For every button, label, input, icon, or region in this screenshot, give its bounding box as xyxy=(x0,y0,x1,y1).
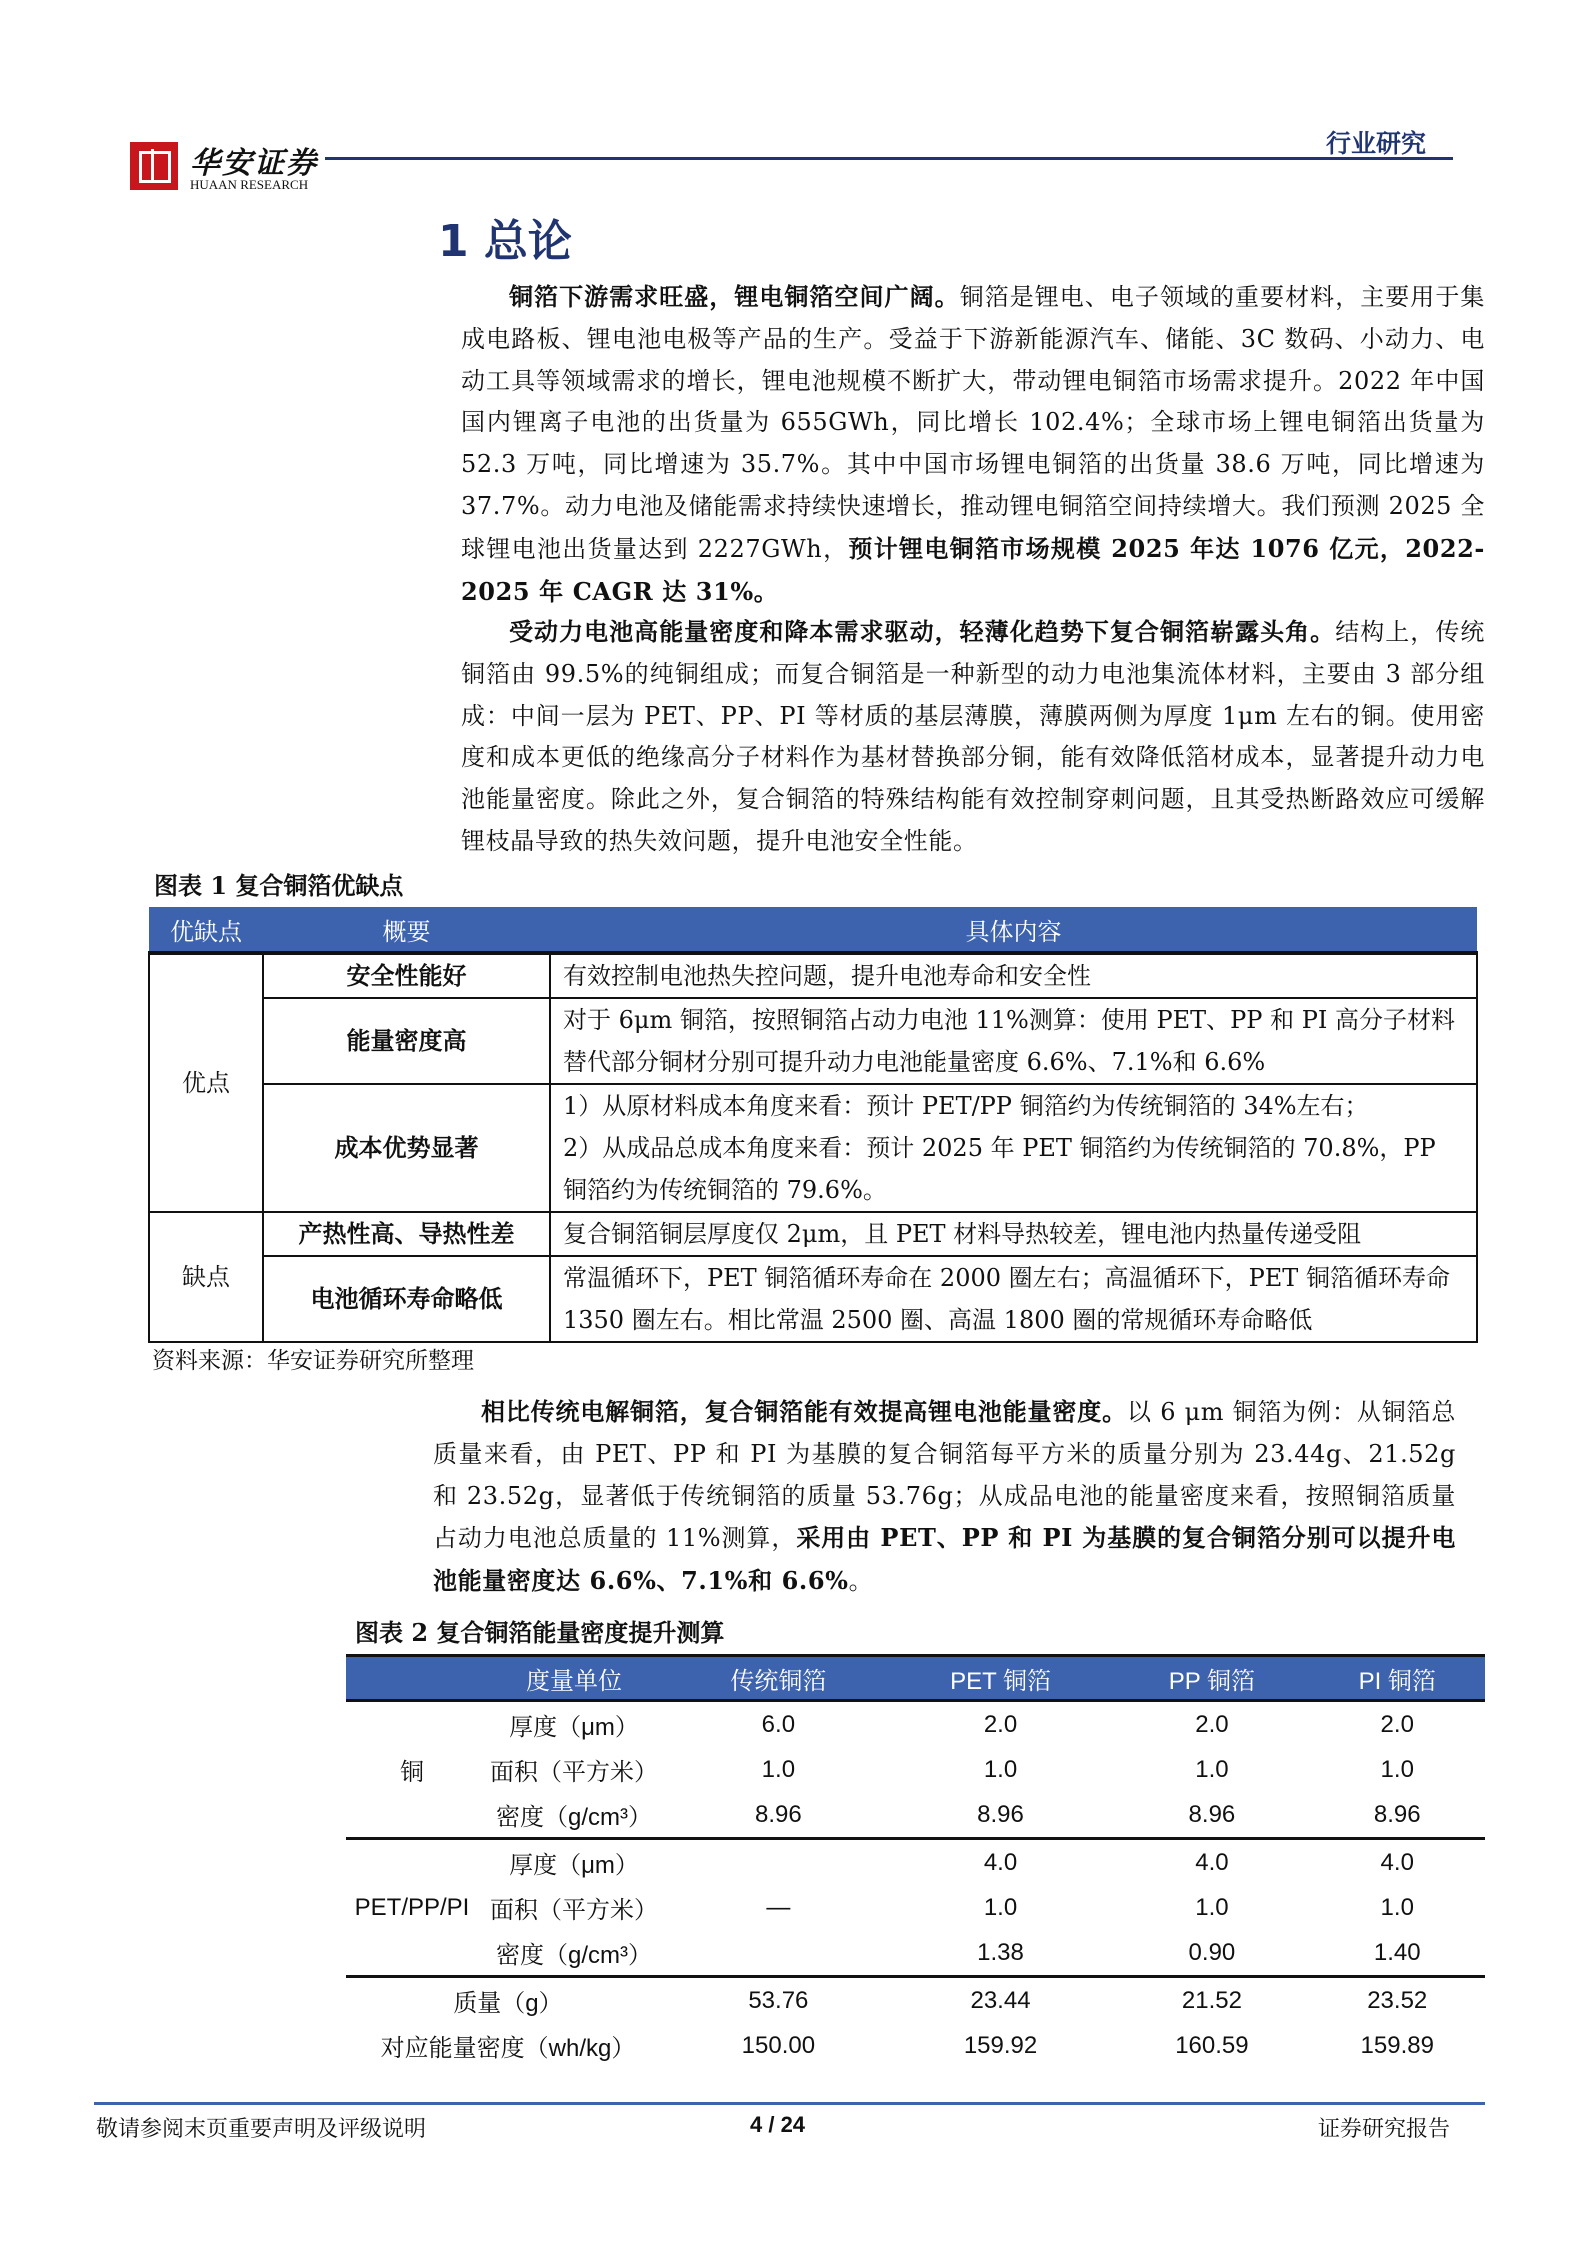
unit-cell: 密度（g/cm³） xyxy=(478,1792,670,1839)
value-cell: 8.96 xyxy=(670,1792,887,1839)
table-row xyxy=(346,1977,1485,2024)
summary-cell: 电池循环寿命略低 xyxy=(263,1256,550,1342)
table-header xyxy=(149,907,1477,953)
table-row xyxy=(346,1747,1485,1792)
bold-text: 铜箔下游需求旺盛，锂电铜箔空间广阔。 xyxy=(509,282,960,311)
content-cell: 有效控制电池热失控问题，提升电池寿命和安全性 xyxy=(550,953,1477,998)
text: 以 6 μm 铜箔为例：从铜箔总质量来看，由 PET、PP 和 PI 为基膜的复合铜箔每平方米的质量分别为 23.44g、21.52g 和 23.52g，显著低于传统铜箔的质量 53.76g；从成品电池的能量密度来看，按照铜箔质量占动力电池总质量的 11%测算， xyxy=(433,1398,1456,1553)
value-cell: 21.52 xyxy=(1181,1986,1242,2014)
logo-subtext: HUAAN RESEARCH xyxy=(190,177,309,192)
bold-text: 相比传统电解铜箔，复合铜箔能有效提高锂电池能量密度。 xyxy=(481,1397,1127,1426)
col-header: 概要 xyxy=(263,907,550,953)
table-row xyxy=(149,1212,1477,1256)
value-cell xyxy=(670,1930,887,1977)
text: 结构上，传统铜箔由 99.5%的纯铜组成；而复合铜箔是一种新型的动力电池集流体材料，主要由 3 部分组成：中间一层为 PET、PP、PI 等材质的基层薄膜，薄膜两侧为厚度 1μm 左右的铜。使用密度和成本更低的绝缘高分子材料作为基材替换部分铜，能有效降低箔材成本，显著提升动力电池能量密度。除此之外，复合铜箔的特殊结构能有效控制穿刺问题，且其受热断路效应可缓解锂枝晶导致的热失效问题，提升电池安全性能。 xyxy=(461,618,1485,855)
value-cell: 1.0 xyxy=(1380,1893,1414,1921)
footer-divider xyxy=(94,2102,1485,2105)
col-header: PI 铜箔 xyxy=(1309,1656,1485,1701)
col-header: PP 铜箔 xyxy=(1114,1656,1309,1701)
value-cell xyxy=(670,1839,887,1886)
col-header: 优缺点 xyxy=(149,907,263,953)
unit-cell: 质量（g） xyxy=(453,1990,563,2017)
value-cell: 4.0 xyxy=(1380,1848,1414,1876)
content-cell xyxy=(550,1084,1477,1212)
energy-density-table xyxy=(346,1654,1485,2068)
value-cell: 1.0 xyxy=(983,1755,1018,1783)
huaan-logo-icon xyxy=(130,142,178,190)
footer-report-type: 证券研究报告 xyxy=(1318,2117,1451,2142)
unit-cell: 密度（g/cm³） xyxy=(478,1930,670,1977)
value-cell: 2.0 xyxy=(1195,1710,1229,1738)
content-line: 2）从成品总成本角度来看：预计 2025 年 PET 铜箔约为传统铜箔的 70.8%，PP 铜箔约为传统铜箔的 79.6%。 xyxy=(563,1134,1436,1204)
table-row xyxy=(149,998,1477,1084)
col-header: 传统铜箔 xyxy=(670,1656,887,1701)
table-row xyxy=(346,2023,1485,2068)
content-cell: 常温循环下，PET 铜箔循环寿命在 2000 圈左右；高温循环下，PET 铜箔循环寿命 1350 圈左右。相比常温 2500 圈、高温 1800 圈的常规循环寿命略低 xyxy=(550,1256,1477,1342)
section-tag: 行业研究 xyxy=(1326,129,1427,158)
footer-disclaimer: 敬请参阅末页重要声明及评级说明 xyxy=(96,2117,427,2142)
table-row xyxy=(346,1839,1485,1886)
col-header: 度量单位 xyxy=(478,1656,670,1701)
value-cell: 1.0 xyxy=(1195,1893,1229,1921)
text: 。 xyxy=(848,1567,874,1596)
value-cell: 4.0 xyxy=(983,1848,1018,1876)
value-cell: 4.0 xyxy=(1195,1848,1229,1876)
logo-text: 华安证券 xyxy=(190,146,318,181)
value-cell: 150.00 xyxy=(741,2031,816,2059)
content-cell: 对于 6μm 铜箔，按照铜箔占动力电池 11%测算：使用 PET、PP 和 PI 高分子材料替代部分铜材分别可提升动力电池能量密度 6.6%、7.1%和 6.6% xyxy=(550,998,1477,1084)
group-cell: PET/PP/PI xyxy=(346,1839,478,1977)
table-row xyxy=(149,1084,1477,1212)
bold-text: 预计锂电铜箔市场规模 2025 年达 1076 亿元，2022-2025 年 CAGR 达 31%。 xyxy=(461,533,1485,606)
table-row xyxy=(346,1792,1485,1839)
table-row xyxy=(149,953,1477,998)
table-header xyxy=(346,1656,1485,1701)
value-cell: 0.90 xyxy=(1114,1930,1309,1977)
value-cell: 1.38 xyxy=(887,1930,1115,1977)
paragraph-1 xyxy=(461,276,1485,613)
figure-2-caption: 图表 2 复合铜箔能量密度提升测算 xyxy=(355,1618,725,1647)
value-cell: — xyxy=(766,1893,791,1921)
value-cell: 8.96 xyxy=(1309,1792,1485,1839)
group-cell: 优点 xyxy=(149,953,263,1212)
value-cell: 8.96 xyxy=(887,1792,1115,1839)
value-cell: 53.76 xyxy=(748,1986,809,2014)
table-row xyxy=(149,1256,1477,1342)
summary-cell: 成本优势显著 xyxy=(263,1084,550,1212)
value-cell: 159.92 xyxy=(963,2031,1038,2059)
value-cell: 1.40 xyxy=(1309,1930,1485,1977)
section-title: 1 总论 xyxy=(438,216,572,267)
value-cell: 1.0 xyxy=(1195,1755,1229,1783)
bold-text: 采用由 PET、PP 和 PI 为基膜的复合铜箔分别可以提升电池能量密度达 6.6%、7.1%和 6.6% xyxy=(433,1523,1457,1596)
value-cell: 8.96 xyxy=(1114,1792,1309,1839)
value-cell: 1.0 xyxy=(761,1755,796,1783)
page-number: 4 / 24 xyxy=(750,2112,806,2137)
summary-cell: 安全性能好 xyxy=(263,953,550,998)
unit-cell: 面积（平方米） xyxy=(490,1897,658,1924)
summary-cell: 能量密度高 xyxy=(263,998,550,1084)
value-cell: 160.59 xyxy=(1175,2031,1249,2059)
figure-1-caption: 图表 1 复合铜箔优缺点 xyxy=(154,871,404,900)
value-cell: 2.0 xyxy=(983,1710,1018,1738)
table-row xyxy=(346,1885,1485,1930)
value-cell: 23.44 xyxy=(970,1986,1031,2014)
group-cell: 铜 xyxy=(346,1701,478,1839)
paragraph-2 xyxy=(461,611,1485,863)
group-cell: 缺点 xyxy=(149,1212,263,1342)
table-row xyxy=(346,1930,1485,1977)
content-cell: 复合铜箔铜层厚度仅 2μm，且 PET 材料导热较差，锂电池内热量传递受阻 xyxy=(550,1212,1477,1256)
col-header: PET 铜箔 xyxy=(887,1656,1115,1701)
value-cell: 159.89 xyxy=(1360,2031,1434,2059)
unit-cell: 面积（平方米） xyxy=(490,1759,658,1786)
value-cell: 2.0 xyxy=(1380,1710,1414,1738)
pros-cons-table xyxy=(148,907,1478,1343)
col-header xyxy=(346,1656,478,1701)
header-divider xyxy=(325,157,1453,160)
summary-cell: 产热性高、导热性差 xyxy=(263,1212,550,1256)
unit-cell: 对应能量密度（wh/kg） xyxy=(380,2035,636,2062)
value-cell: 1.0 xyxy=(983,1893,1018,1921)
value-cell: 1.0 xyxy=(1380,1755,1414,1783)
value-cell: 6.0 xyxy=(761,1710,796,1738)
content-line: 1）从原材料成本角度来看：预计 PET/PP 铜箔约为传统铜箔的 34%左右； xyxy=(563,1092,1369,1120)
paragraph-3 xyxy=(433,1391,1456,1603)
value-cell: 23.52 xyxy=(1367,1986,1428,2014)
text: 铜箔是锂电、电子领域的重要材料，主要用于集成电路板、锂电池电极等产品的生产。受益于下游新能源汽车、储能、3C 数码、小动力、电动工具等领域需求的增长，锂电池规模不断扩大，带动锂电铜箔市场需求提升。2022 年中国国内锂离子电池的出货量为 655GWh，同比增长 102.4%；全球市场上锂电铜箔出货量为 52.3 万吨，同比增速为 35.7%。其中中国市场锂电铜箔的出货量 38.6 万吨，同比增速为 37.7%。动力电池及储能需求持续快速增长，推动锂电铜箔空间持续增大。我们预测 2025 全球锂电池出货量达到 2227GWh， xyxy=(461,283,1485,563)
table-row xyxy=(346,1701,1485,1748)
unit-cell: 厚度（μm） xyxy=(509,1714,639,1741)
col-header: 具体内容 xyxy=(550,907,1477,953)
figure-1-source: 资料来源：华安证券研究所整理 xyxy=(152,1348,474,1374)
bold-text: 受动力电池高能量密度和降本需求驱动，轻薄化趋势下复合铜箔崭露头角。 xyxy=(509,617,1336,646)
unit-cell: 厚度（μm） xyxy=(509,1852,639,1879)
